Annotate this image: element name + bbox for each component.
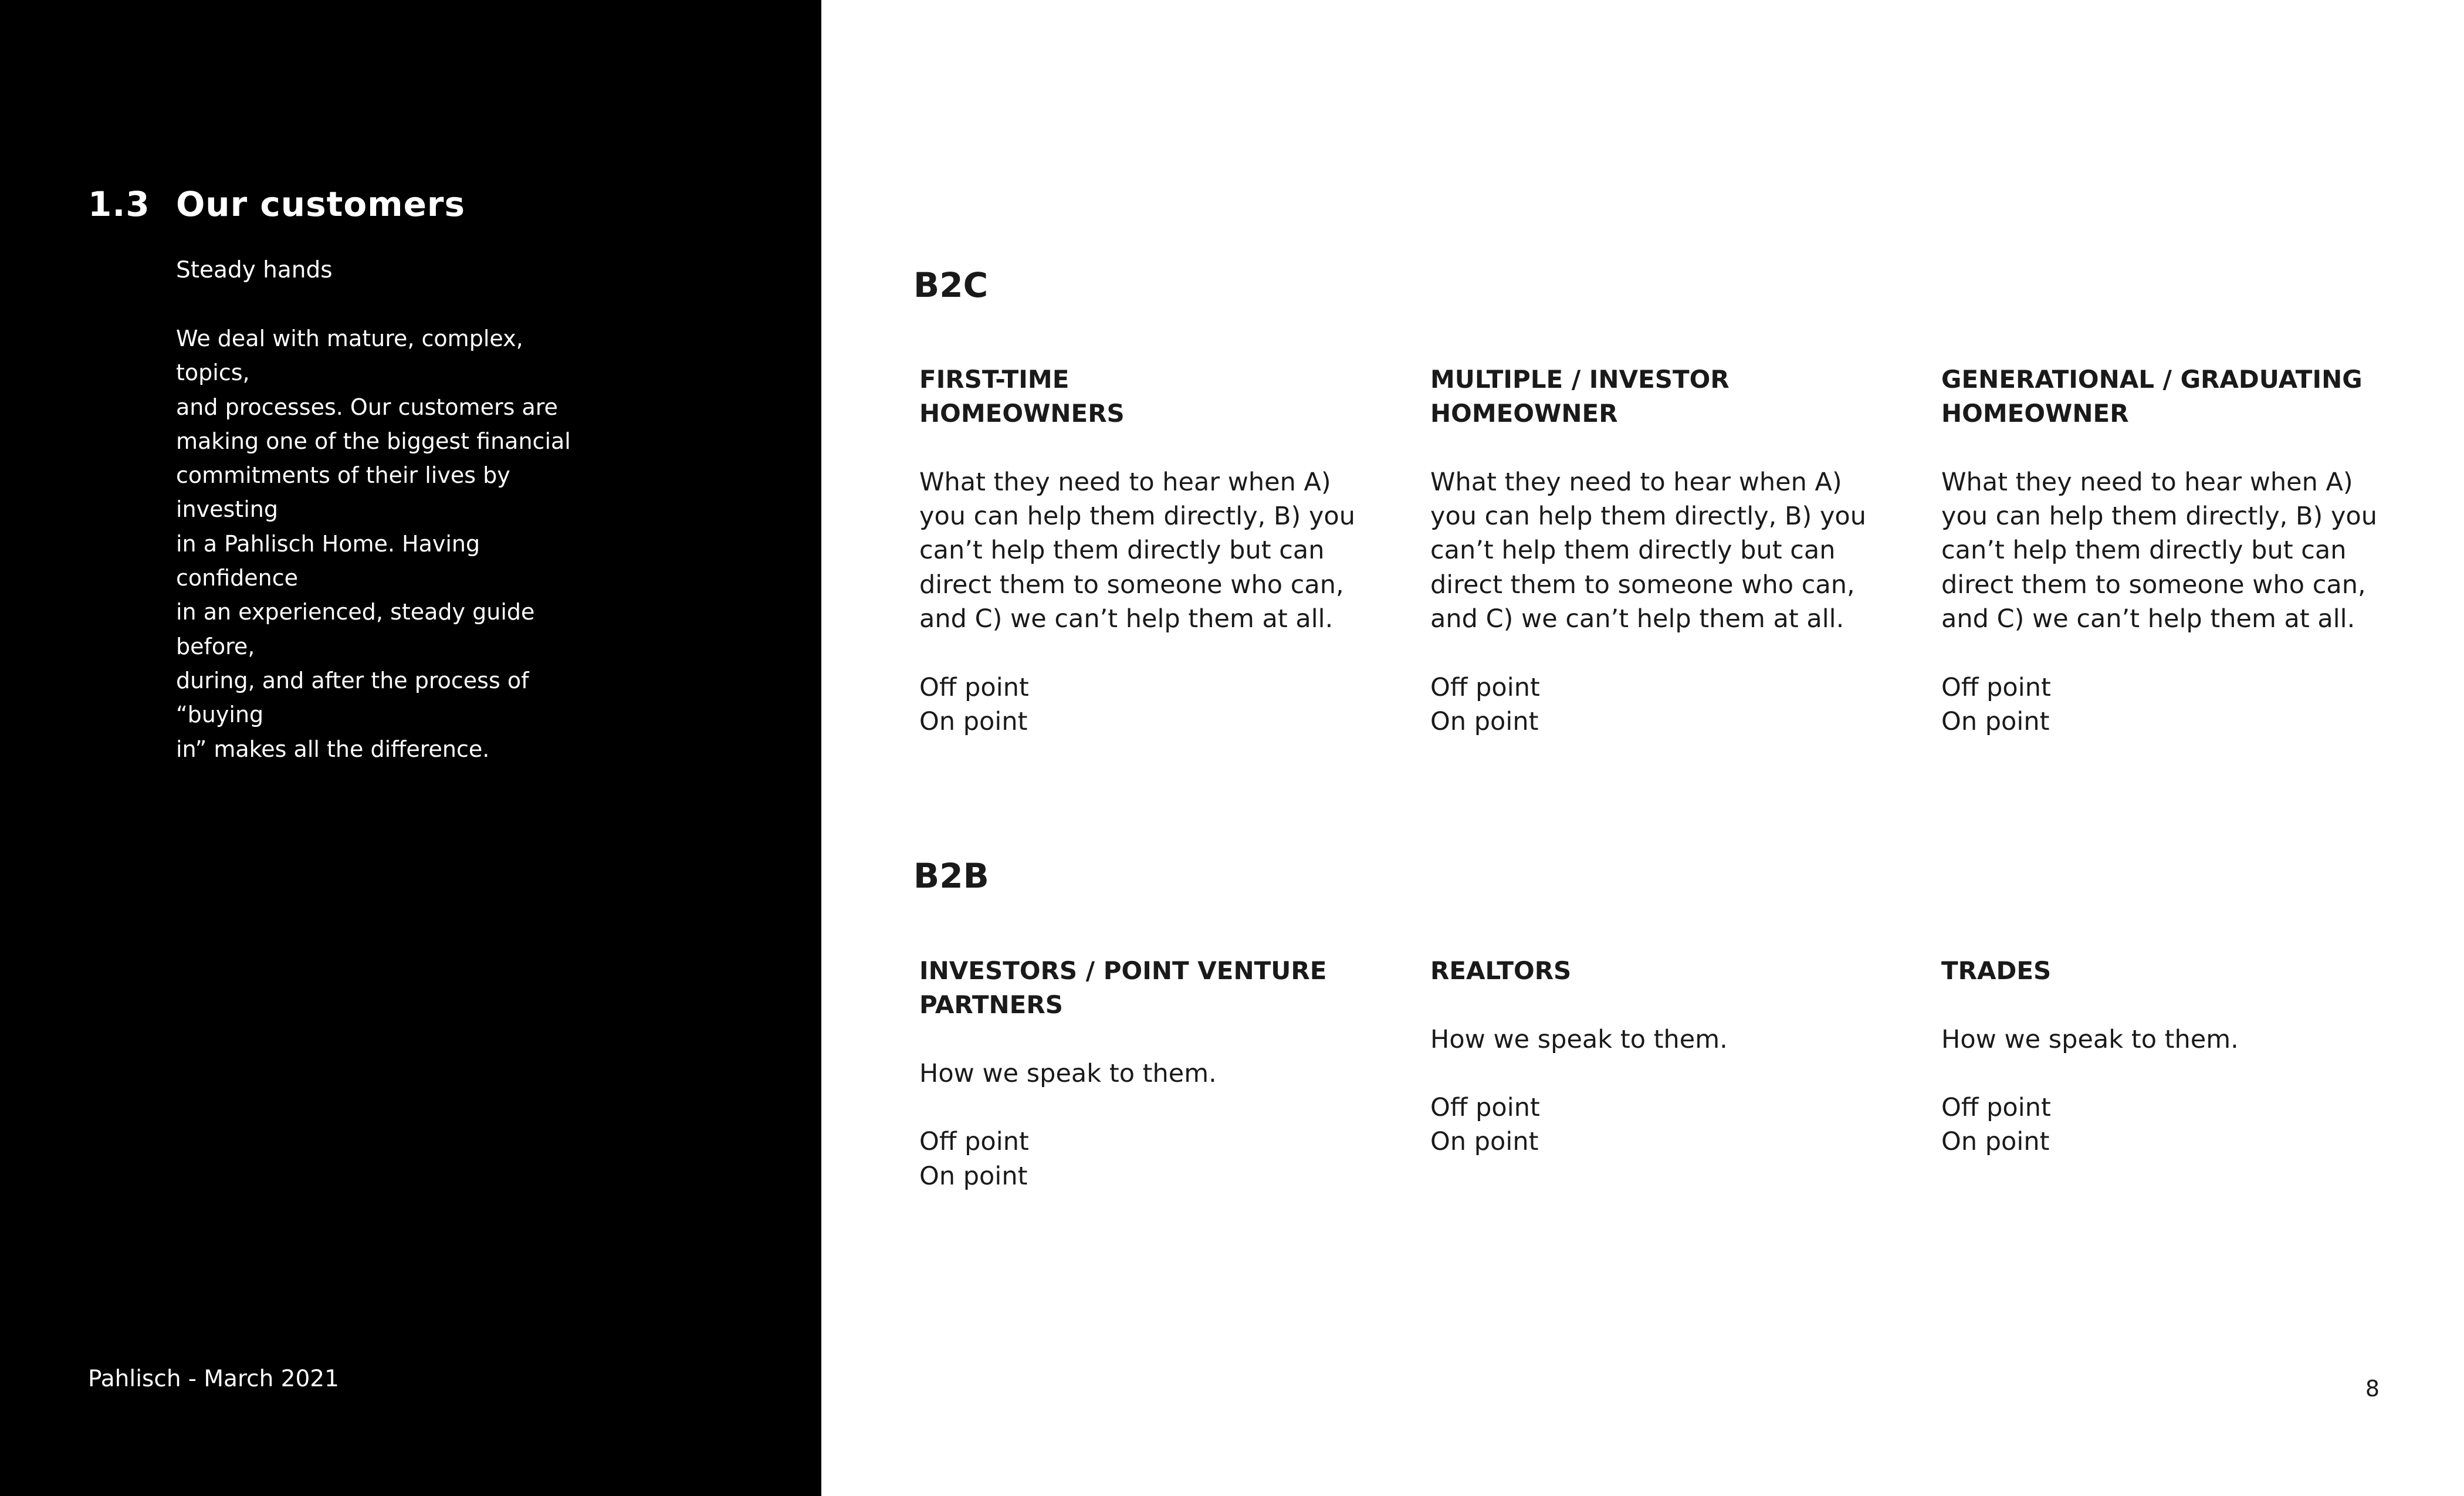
on-point-label: On point (1941, 1127, 2050, 1157)
column-heading: INVESTORS / POINT VENTURE PARTNERS (919, 956, 1327, 1020)
b2c-column-generational (1941, 363, 2399, 739)
off-point-label: Off point (919, 1127, 1029, 1157)
off-point-label: Off point (1430, 672, 1540, 702)
column-text: How we speak to them. (919, 1058, 1217, 1088)
section-title: Our customers (176, 184, 466, 224)
on-point-label: On point (1430, 706, 1539, 736)
off-point-label: Off point (1430, 1093, 1540, 1123)
page-number: 8 (2365, 1376, 2380, 1402)
section-number: 1.3 (88, 184, 150, 224)
column-text: What they need to hear when A) you can help them directly, B) you can’t help them directly but can direct them to someone who can, and C) we can’t help them at all. (1941, 467, 2377, 634)
b2c-column-first-time (919, 363, 1377, 739)
sidebar-panel (0, 0, 821, 1496)
column-text: What they need to hear when A) you can help them directly, B) you can’t help them directly but can direct them to someone who can, and C) we can’t help them at all. (1430, 467, 1866, 634)
off-point-label: Off point (1941, 672, 2051, 702)
b2b-column-investors (919, 954, 1377, 1193)
section-description: We deal with mature, complex, topics, and processes. Our customers are making one of the biggest financial commitments of their lives by investing in a Pahlisch Home. Having confidence in an experienced, steady guide before, during, and after the process of “buying in” makes all the difference. (176, 326, 571, 762)
column-heading: TRADES (1941, 956, 2052, 985)
on-point-label: On point (1430, 1127, 1539, 1157)
column-text: How we speak to them. (1430, 1024, 1728, 1054)
on-point-label: On point (919, 1161, 1028, 1191)
footer-text: Pahlisch - March 2021 (88, 1366, 339, 1392)
on-point-label: On point (919, 706, 1028, 736)
column-heading: MULTIPLE / INVESTOR HOMEOWNER (1430, 365, 1729, 428)
off-point-label: Off point (919, 672, 1029, 702)
column-text: How we speak to them. (1941, 1024, 2239, 1054)
b2b-column-trades (1941, 954, 2399, 1159)
column-heading: GENERATIONAL / GRADUATING HOMEOWNER (1941, 365, 2363, 428)
b2c-column-multiple-investor (1430, 363, 1888, 739)
column-heading: REALTORS (1430, 956, 1572, 985)
on-point-label: On point (1941, 706, 2050, 736)
b2c-title: B2C (913, 265, 989, 305)
column-text: What they need to hear when A) you can help them directly, B) you can’t help them directly but can direct them to someone who can, and C) we can’t help them at all. (919, 467, 1355, 634)
off-point-label: Off point (1941, 1093, 2051, 1123)
b2b-column-realtors (1430, 954, 1888, 1159)
b2b-title: B2B (913, 856, 989, 896)
section-subtitle: Steady hands (176, 257, 333, 283)
column-heading: FIRST-TIME HOMEOWNERS (919, 365, 1125, 428)
